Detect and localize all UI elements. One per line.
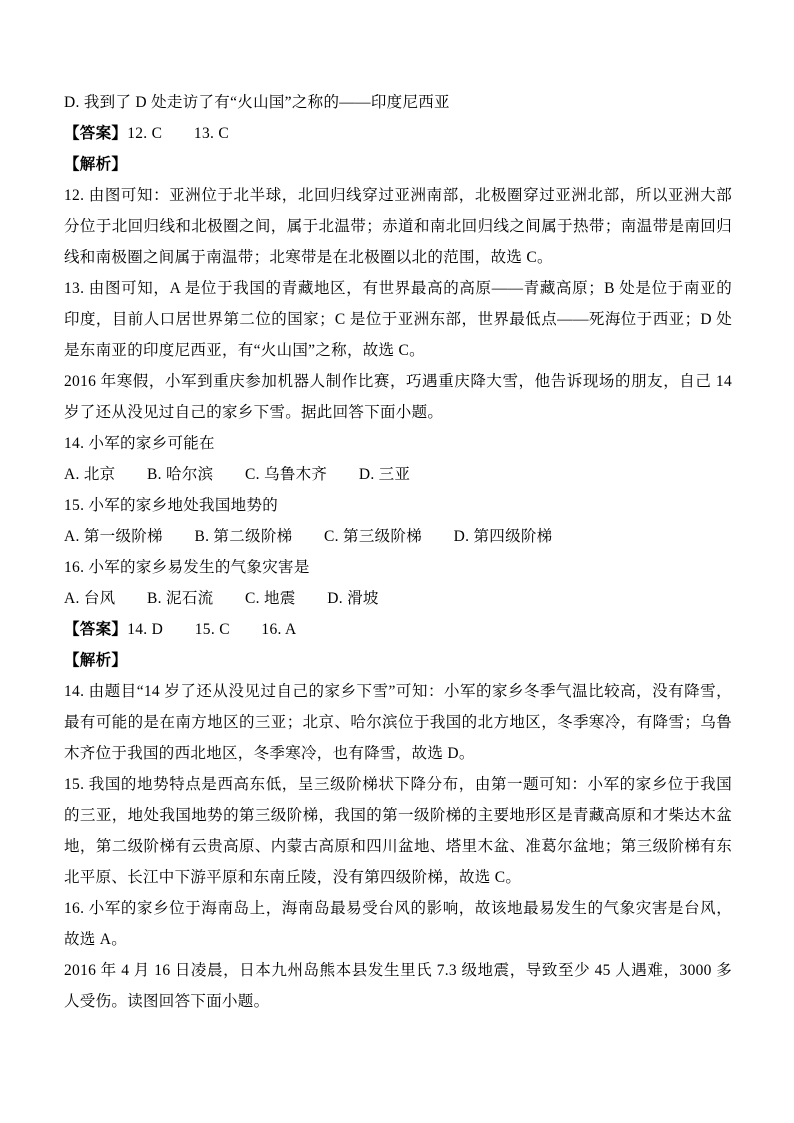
- passage-xiaojun: 2016 年寒假，小军到重庆参加机器人制作比赛，巧遇重庆降大雪，他告诉现场的朋友，自己 14 岁了还从没见过自己的家乡下雪。据此回答下面小题。: [64, 373, 737, 421]
- answer-block-2: [64, 614, 732, 645]
- explanation-15: 15. 我国的地势特点是西高东低，呈三级阶梯状下降分布，由第一题可知：小军的家乡位于我国的三亚，地处我国地势的第三级阶梯，我国的第一级阶梯的主要地形区是青藏高原和才柴达木盆地，第二级阶梯有云贵高原、内蒙古高原和四川盆地、塔里木盆、准葛尔盆地；第三级阶梯有东北平原、长江中下游平原和东南丘陵，没有第四级阶梯，故选 C。: [64, 776, 732, 886]
- explanation-13: 13. 由图可知，A 是位于我国的青藏地区，有世界最高的高原——青藏高原；B 处是位于南亚的印度，目前人口居世界第二位的国家；C 是位于亚洲东部，世界最低点——死海位于西亚；D 处是东南亚的印度尼西亚，有“火山国”之称，故选 C。: [64, 280, 732, 359]
- explanation-14: 14. 由题目“14 岁了还从没见过自己的家乡下雪”可知：小军的家乡冬季气温比较高，没有降雪，最有可能的是在南方地区的三亚；北京、哈尔滨位于我国的北方地区，冬季寒冷，有降雪；乌鲁木齐位于我国的西北地区，冬季寒冷，也有降雪，故选 D。: [64, 683, 732, 762]
- answer-label: 【答案】: [64, 125, 128, 142]
- option-d-line: D. 我到了 D 处走访了有“火山国”之称的——印度尼西亚: [64, 94, 450, 111]
- answer-values: 12. C 13. C: [127, 125, 229, 142]
- question-14-stem: 14. 小军的家乡可能在: [64, 435, 215, 452]
- question-14-options: A. 北京 B. 哈尔滨 C. 乌鲁木齐 D. 三亚: [64, 466, 411, 483]
- explanation-16: 16. 小军的家乡位于海南岛上，海南岛最易受台风的影响，故该地最易发生的气象灾害是台风，故选 A。: [64, 900, 732, 948]
- question-16-options: A. 台风 B. 泥石流 C. 地震 D. 滑坡: [64, 590, 379, 607]
- answer-values: 14. D 15. C 16. A: [127, 621, 297, 638]
- analysis-header-1: 【解析】: [64, 156, 128, 173]
- answer-label: 【答案】: [64, 621, 128, 638]
- passage-japan-earthquake: 2016 年 4 月 16 日凌晨，日本九州岛熊本县发生里氏 7.3 级地震，导致至少 45 人遇难，3000 多人受伤。读图回答下面小题。: [64, 962, 732, 1010]
- analysis-header-2: 【解析】: [64, 652, 128, 669]
- explanation-12: 12. 由图可知：亚洲位于北半球，北回归线穿过亚洲南部，北极圈穿过亚洲北部，所以亚洲大部分位于北回归线和北极圈之间，属于北温带；赤道和南北回归线之间属于热带；南温带是南回归线和南极圈之间属于南温带；北寒带是在北极圈以北的范围，故选 C。: [64, 187, 732, 266]
- question-15-options: A. 第一级阶梯 B. 第二级阶梯 C. 第三级阶梯 D. 第四级阶梯: [64, 528, 553, 545]
- answer-block-1: [64, 118, 732, 149]
- question-15-stem: 15. 小军的家乡地处我国地势的: [64, 497, 279, 514]
- question-16-stem: 16. 小军的家乡易发生的气象灾害是: [64, 559, 310, 576]
